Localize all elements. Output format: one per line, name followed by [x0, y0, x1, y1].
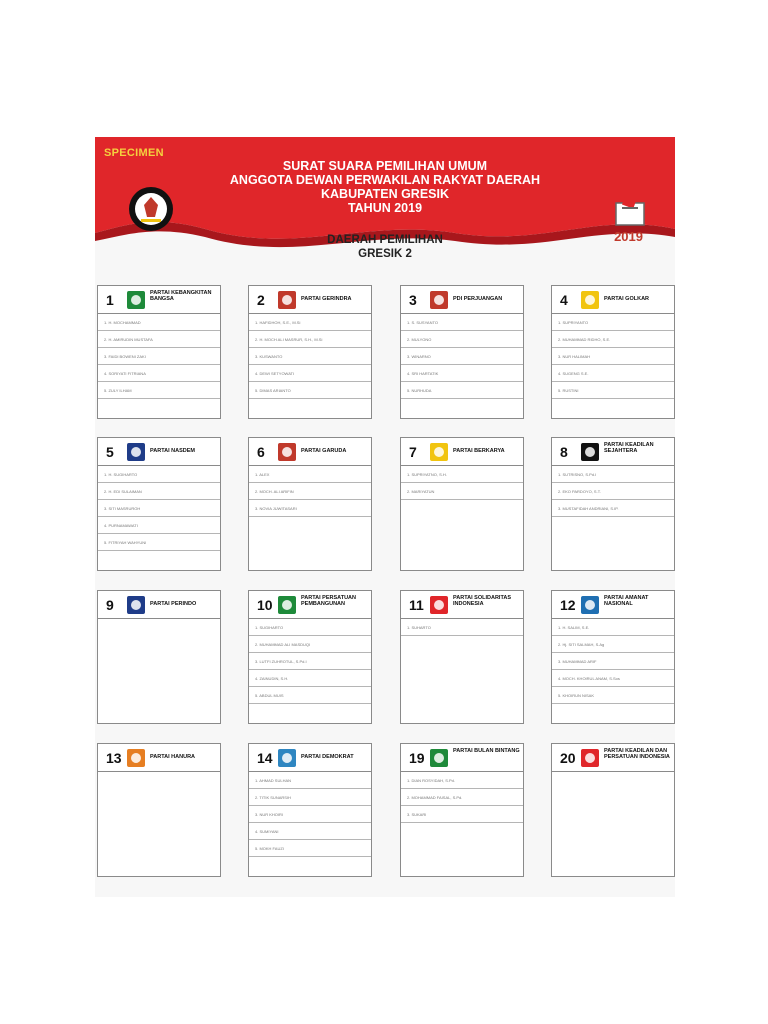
pkb-logo-icon — [126, 290, 146, 310]
candidate-list — [98, 314, 220, 399]
candidate-row[interactable]: 5. NURHUDA — [401, 382, 523, 399]
candidate-row[interactable]: 3. WINARNO — [401, 348, 523, 365]
candidate-list — [401, 772, 523, 823]
candidate-row[interactable]: 2. MUHAMMAD ALI MASDUQI — [249, 636, 371, 653]
party-card-header[interactable] — [249, 438, 371, 466]
candidate-row[interactable]: 1. SUPRIYATNO, S.H. — [401, 466, 523, 483]
party-name: PARTAI KEBANGKITAN BANGSA — [150, 290, 212, 302]
kpu-logo-icon — [128, 183, 174, 235]
demokrat-logo-icon — [277, 748, 297, 768]
party-card-header[interactable] — [249, 591, 371, 619]
party-card-header[interactable] — [401, 591, 523, 619]
candidate-row[interactable]: 4. MOCH. KHOIRUL ANAM, S.Sos — [552, 670, 674, 687]
candidate-row[interactable]: 1. SUTRISNO, S.Pd.I — [552, 466, 674, 483]
candidate-row[interactable]: 1. AHMAD SULHAN — [249, 772, 371, 789]
gerindra-logo-icon — [277, 290, 297, 310]
nasdem-logo-icon — [126, 442, 146, 462]
candidate-row[interactable]: 4. SRI HARTATIK — [401, 365, 523, 382]
candidate-row[interactable]: 2. MUHAMMAD RIDHO, S.E. — [552, 331, 674, 348]
party-card-header[interactable] — [401, 286, 523, 314]
party-card-header[interactable] — [98, 438, 220, 466]
party-name: PARTAI HANURA — [150, 754, 196, 760]
party-number: 10 — [257, 597, 273, 613]
candidate-list — [552, 466, 674, 517]
party-card-header[interactable] — [401, 438, 523, 466]
candidate-row[interactable]: 2. MOHAMMAD FAISAL, S.Pd. — [401, 789, 523, 806]
candidate-row[interactable]: 3. LUTFI ZUHROTUL, S.Pd.I — [249, 653, 371, 670]
candidate-list — [401, 619, 523, 636]
berkarya-logo-icon — [429, 442, 449, 462]
party-card[interactable] — [248, 590, 372, 724]
party-name: PARTAI GARUDA — [301, 448, 347, 454]
party-number: 19 — [409, 750, 425, 766]
candidate-row[interactable]: 5. ABDUL MUIS — [249, 687, 371, 704]
candidate-row[interactable]: 5. KHOIRUN NISAK — [552, 687, 674, 704]
candidate-row[interactable]: 1. H. MOCHAMMAD — [98, 314, 220, 331]
candidate-row[interactable]: 2. Hj. SITI SALMAH, S.Ag — [552, 636, 674, 653]
electoral-district — [255, 233, 515, 261]
candidate-row[interactable]: 2. H. AMIRUDIN MUSTAFA — [98, 331, 220, 348]
psi-logo-icon — [429, 595, 449, 615]
hanura-logo-icon — [126, 748, 146, 768]
candidate-row[interactable]: 3. SUKARI — [401, 806, 523, 823]
candidate-row[interactable]: 1. H. SUGIHARTO — [98, 466, 220, 483]
candidate-row[interactable]: 4. SUGENG S.E. — [552, 365, 674, 382]
party-card[interactable] — [97, 590, 221, 724]
party-name: PDI PERJUANGAN — [453, 296, 503, 302]
party-grid — [95, 285, 675, 885]
party-card-header[interactable] — [552, 438, 674, 466]
ballot-box-icon — [610, 189, 650, 229]
garuda-logo-icon — [277, 442, 297, 462]
candidate-row[interactable]: 3. SITI MASRUROH — [98, 500, 220, 517]
title-line-2: ANGGOTA DEWAN PERWAKILAN RAKYAT DAERAH — [229, 173, 541, 187]
candidate-list — [249, 619, 371, 704]
party-card[interactable] — [551, 743, 675, 877]
party-number: 11 — [409, 597, 424, 613]
candidate-row[interactable]: 1. H. SALIM, S.E. — [552, 619, 674, 636]
candidate-list — [249, 772, 371, 857]
party-name: PARTAI KEADILAN DAN PERSATUAN INDONESIA — [604, 748, 670, 760]
party-number: 20 — [560, 750, 576, 766]
party-card[interactable] — [400, 743, 524, 877]
party-number: 6 — [257, 444, 265, 460]
candidate-row[interactable]: 3. MUHAMMAD ARIF — [552, 653, 674, 670]
party-name: PARTAI GOLKAR — [604, 296, 650, 302]
party-number: 1 — [106, 292, 114, 308]
party-name: PARTAI KEADILAN SEJAHTERA — [604, 442, 654, 454]
party-card-header[interactable] — [249, 744, 371, 772]
candidate-row[interactable]: 4. PURNAMAWATI — [98, 517, 220, 534]
ballot-title — [195, 159, 575, 215]
party-card[interactable] — [400, 590, 524, 724]
specimen-label: SPECIMEN — [104, 147, 164, 159]
party-card[interactable] — [400, 285, 524, 419]
party-number: 3 — [409, 292, 417, 308]
election-year: 2019 — [614, 229, 643, 244]
party-number: 12 — [560, 597, 576, 613]
candidate-row[interactable]: 4. SORIYATI FITRIANA — [98, 365, 220, 382]
pdip-logo-icon — [429, 290, 449, 310]
party-card[interactable] — [97, 437, 221, 571]
party-card-header[interactable] — [98, 591, 220, 619]
candidate-row[interactable]: 3. NUR KHOIRI — [249, 806, 371, 823]
candidate-list — [401, 314, 523, 399]
party-card[interactable] — [551, 590, 675, 724]
title-line-3: KABUPATEN GRESIK — [320, 187, 449, 201]
party-number: 9 — [106, 597, 114, 613]
title-line-1: SURAT SUARA PEMILIHAN UMUM — [282, 159, 488, 173]
party-name: PARTAI PERINDO — [150, 601, 197, 607]
candidate-row[interactable]: 5. FITRIYAH WAHYUNI — [98, 534, 220, 551]
dapil-line-1: DAERAH PEMILIHAN — [327, 234, 443, 246]
party-card[interactable] — [97, 743, 221, 877]
candidate-list — [98, 466, 220, 551]
party-name: PARTAI GERINDRA — [301, 296, 352, 302]
candidate-row[interactable]: 1. SUPRIYANTO — [552, 314, 674, 331]
party-card-header[interactable] — [552, 591, 674, 619]
candidate-row[interactable]: 4. SUMIYANI — [249, 823, 371, 840]
ballot-sheet — [95, 137, 675, 897]
candidate-row[interactable]: 1. DIAN ROSYIDAH, S.Pd. — [401, 772, 523, 789]
party-number: 8 — [560, 444, 568, 460]
ballot-header — [95, 137, 675, 277]
candidate-row[interactable]: 2. H. EDI SULAIMAN — [98, 483, 220, 500]
candidate-row[interactable]: 3. KUSWANTO — [249, 348, 371, 365]
candidate-list — [552, 619, 674, 704]
party-card[interactable] — [248, 743, 372, 877]
candidate-row[interactable]: 3. NUR HALIMAH — [552, 348, 674, 365]
candidate-row[interactable]: 2. EKO PARDOYO, S.T. — [552, 483, 674, 500]
party-card[interactable] — [248, 285, 372, 419]
candidate-row[interactable]: 3. NOVIA JUWITASARI — [249, 500, 371, 517]
candidate-row[interactable]: 4. DEWI SETYOWATI — [249, 365, 371, 382]
dapil-line-2: GRESIK 2 — [358, 248, 412, 260]
party-name: PARTAI BERKARYA — [453, 448, 505, 454]
golkar-logo-icon — [580, 290, 600, 310]
candidate-row[interactable]: 2. MULYONO — [401, 331, 523, 348]
party-number: 14 — [257, 750, 273, 766]
candidate-list — [249, 466, 371, 517]
perindo-logo-icon — [126, 595, 146, 615]
party-name: PARTAI BULAN BINTANG — [453, 748, 520, 754]
party-card-header[interactable] — [98, 286, 220, 314]
party-card-header[interactable] — [249, 286, 371, 314]
party-card-header[interactable] — [552, 744, 674, 772]
party-name: PARTAI NASDEM — [150, 448, 196, 454]
candidate-row[interactable]: 2. H. MOCH ALI MASRUR, S.H., M.Si — [249, 331, 371, 348]
candidate-row[interactable]: 4. ZAINUDIN, S.H. — [249, 670, 371, 687]
party-card[interactable] — [400, 437, 524, 571]
party-name: PARTAI AMANAT NASIONAL — [604, 595, 649, 607]
candidate-row[interactable]: 5. ZULY ILHAM — [98, 382, 220, 399]
candidate-row[interactable]: 1. SUGIHARTO — [249, 619, 371, 636]
party-number: 4 — [560, 292, 568, 308]
party-name: PARTAI PERSATUAN PEMBANGUNAN — [301, 595, 356, 607]
party-card[interactable] — [551, 437, 675, 571]
candidate-row[interactable]: 5. RUSTINI — [552, 382, 674, 399]
ppp-logo-icon — [277, 595, 297, 615]
candidate-list — [249, 314, 371, 399]
party-card-header[interactable] — [552, 286, 674, 314]
party-name: PARTAI SOLIDARITAS INDONESIA — [453, 595, 512, 607]
pbb-logo-icon — [429, 748, 449, 768]
party-number: 7 — [409, 444, 417, 460]
title-line-4: TAHUN 2019 — [347, 201, 423, 215]
party-name: PARTAI DEMOKRAT — [301, 754, 354, 760]
party-card[interactable] — [551, 285, 675, 419]
candidate-row[interactable]: 2. MOCH. ALI ARIFIN — [249, 483, 371, 500]
candidate-row[interactable]: 1. S. SUSYANTO — [401, 314, 523, 331]
candidate-list — [401, 466, 523, 500]
party-number: 5 — [106, 444, 114, 460]
pkpi-logo-icon — [580, 748, 600, 768]
pks-logo-icon — [580, 442, 600, 462]
party-card-header[interactable] — [401, 744, 523, 772]
candidate-list — [552, 314, 674, 399]
candidate-row[interactable]: 2. MARIYATUN — [401, 483, 523, 500]
candidate-row[interactable]: 1. HAFIDHOH, S.E., M.Si — [249, 314, 371, 331]
party-card[interactable] — [248, 437, 372, 571]
candidate-row[interactable]: 2. TITIK SUNARSIH — [249, 789, 371, 806]
candidate-row[interactable]: 3. MUSTAFIDAH ANDRIANI, S.IP. — [552, 500, 674, 517]
candidate-row[interactable]: 1. SUHARTO — [401, 619, 523, 636]
candidate-row[interactable]: 3. FAIDI BOWENI ZAKI — [98, 348, 220, 365]
pan-logo-icon — [580, 595, 600, 615]
candidate-row[interactable]: 5. DIMAS ARIANTO — [249, 382, 371, 399]
party-card-header[interactable] — [98, 744, 220, 772]
party-number: 13 — [106, 750, 122, 766]
party-card[interactable] — [97, 285, 221, 419]
candidate-row[interactable]: 1. ALEX — [249, 466, 371, 483]
party-number: 2 — [257, 292, 265, 308]
candidate-row[interactable]: 5. MOKH FAUZI — [249, 840, 371, 857]
